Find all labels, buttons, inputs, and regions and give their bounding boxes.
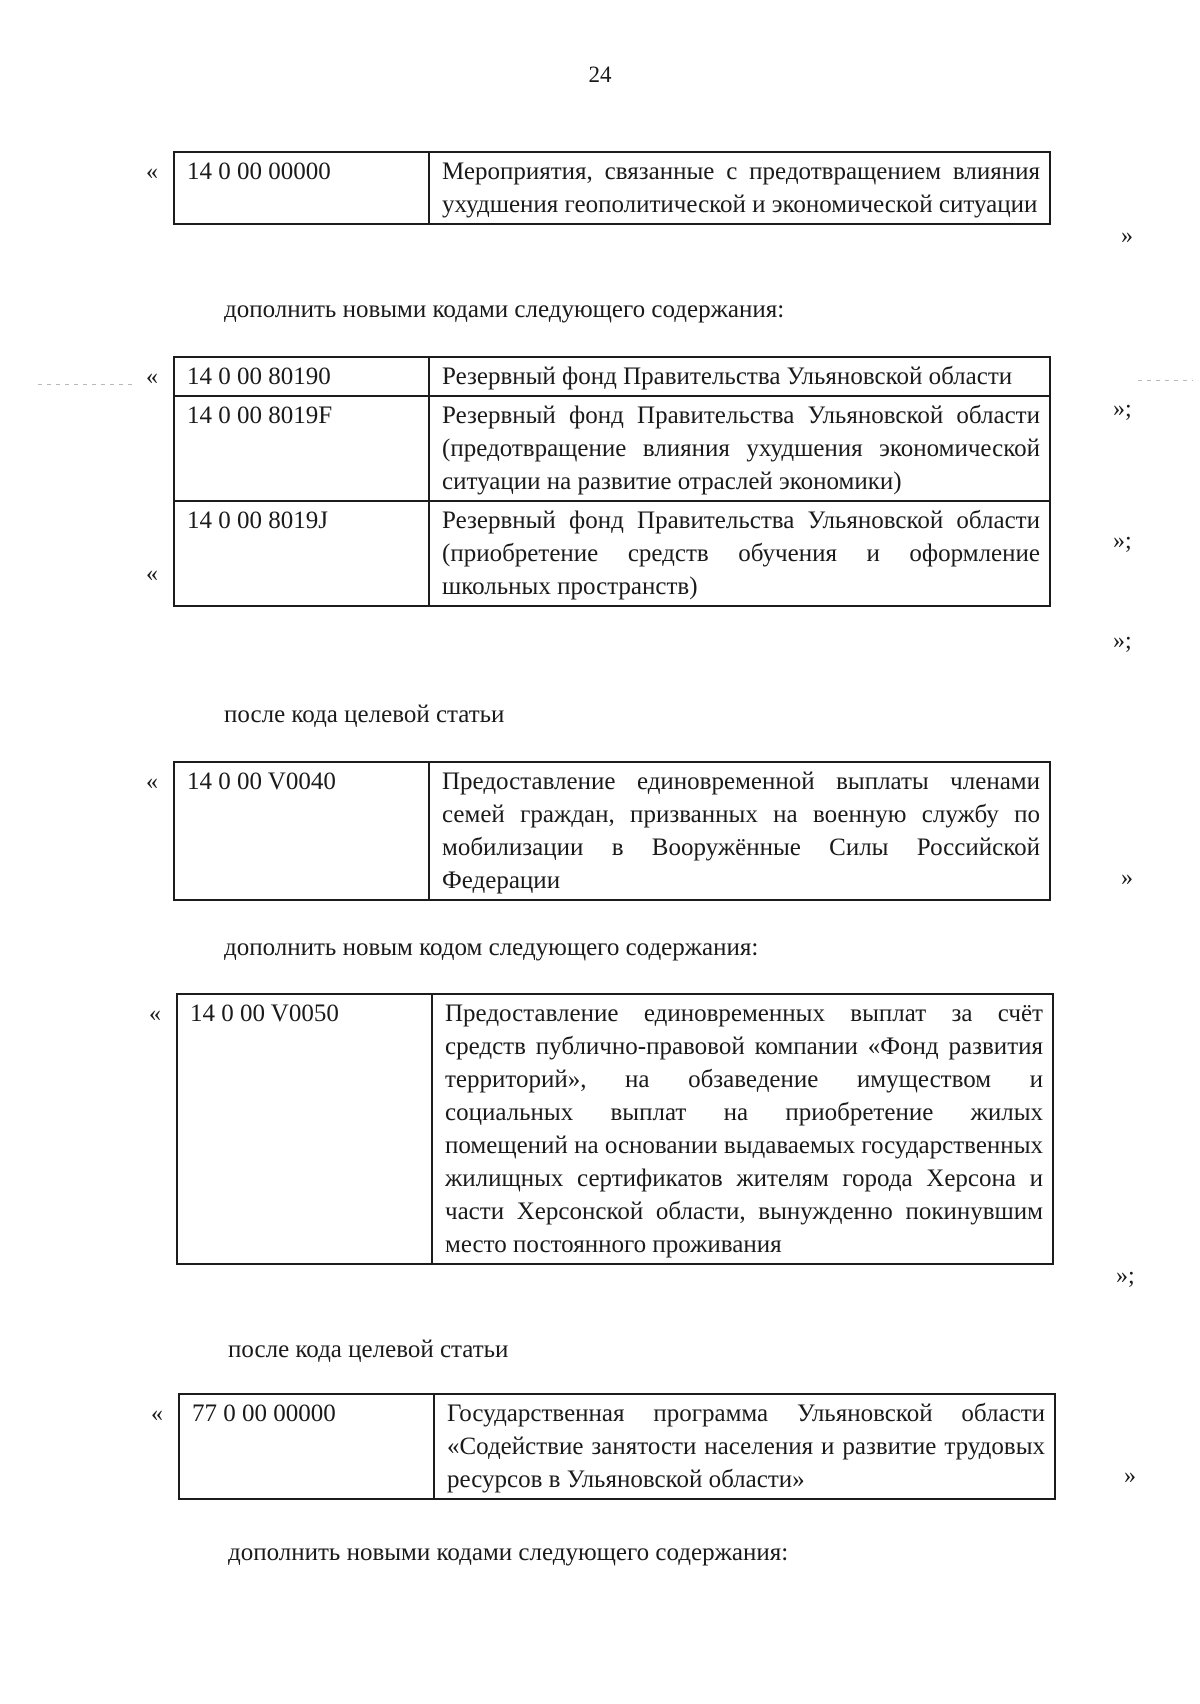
description-cell: Предоставление единовременных выплат за счёт средств публично-правовой компании «Фонд развития территорий», на обзаведение имуществом и социальных выплат на приобретение жилых помещений на основании выдаваемых государственных жилищных сертификатов жителям города Херсона и части Херсонской области, вынужденно покинувшим место постоянного проживания bbox=[432, 994, 1053, 1264]
closing-quote: »; bbox=[1113, 628, 1132, 654]
table-row bbox=[179, 1394, 1055, 1499]
description-cell: Предоставление единовременной выплаты членами семей граждан, призванных на военную службу по мобилизации в Вооружённые Силы Российской Федерации bbox=[429, 762, 1050, 900]
code-cell: 14 0 00 80190 bbox=[174, 357, 429, 396]
description-cell: Резервный фонд Правительства Ульяновской области (приобретение средств обучения и оформление школьных пространств) bbox=[429, 501, 1050, 606]
opening-quote: « bbox=[149, 1001, 161, 1027]
code-table-block-4 bbox=[149, 993, 1135, 1289]
opening-quote: « bbox=[151, 1401, 163, 1427]
code-table bbox=[173, 761, 1051, 901]
description-cell: Резервный фонд Правительства Ульяновской области bbox=[429, 357, 1050, 396]
page-number: 24 bbox=[588, 62, 612, 87]
description-cell: Резервный фонд Правительства Ульяновской области (предотвращение влияния ухудшения экономической ситуации на развитие отраслей экономики) bbox=[429, 396, 1050, 501]
scan-artifact bbox=[1138, 380, 1193, 381]
code-cell: 14 0 00 8019F bbox=[174, 396, 429, 501]
closing-quote: » bbox=[1121, 223, 1133, 249]
code-table bbox=[176, 993, 1054, 1265]
closing-quote: » bbox=[1121, 865, 1133, 891]
table-row bbox=[174, 152, 1050, 224]
instruction-paragraph: дополнить новым кодом следующего содержания: bbox=[224, 934, 759, 961]
table-row bbox=[174, 762, 1050, 900]
code-table bbox=[178, 1393, 1056, 1500]
table-row bbox=[174, 357, 1050, 396]
closing-quote: »; bbox=[1116, 1263, 1135, 1289]
code-cell: 77 0 00 00000 bbox=[179, 1394, 434, 1499]
description-cell: Мероприятия, связанные с предотвращением влияния ухудшения геополитической и экономической ситуации bbox=[429, 152, 1050, 224]
code-table bbox=[173, 356, 1051, 607]
instruction-paragraph: дополнить новыми кодами следующего содержания: bbox=[224, 296, 785, 323]
table-row bbox=[174, 501, 1050, 606]
code-table-block-5 bbox=[151, 1393, 1136, 1500]
opening-quote: « bbox=[146, 159, 158, 185]
table-row bbox=[174, 396, 1050, 501]
opening-quote: « bbox=[146, 769, 158, 795]
opening-quote: « bbox=[146, 364, 158, 390]
closing-quote: »; bbox=[1113, 528, 1132, 554]
closing-quote: »; bbox=[1113, 396, 1132, 422]
instruction-paragraph: после кода целевой статьи bbox=[228, 1336, 509, 1363]
code-cell: 14 0 00 00000 bbox=[174, 152, 429, 224]
code-table-block-2 bbox=[146, 356, 1132, 654]
code-cell: 14 0 00 V0050 bbox=[177, 994, 432, 1264]
code-table-block-1 bbox=[146, 151, 1133, 249]
instruction-paragraph: дополнить новыми кодами следующего содержания: bbox=[228, 1539, 789, 1566]
code-cell: 14 0 00 8019J bbox=[174, 501, 429, 606]
scan-artifact bbox=[38, 384, 133, 385]
table-row bbox=[177, 994, 1053, 1264]
description-cell: Государственная программа Ульяновской области «Содействие занятости населения и развитие трудовых ресурсов в Ульяновской области» bbox=[434, 1394, 1055, 1499]
code-table-block-3 bbox=[146, 761, 1133, 901]
instruction-paragraph: после кода целевой статьи bbox=[224, 701, 505, 728]
code-table bbox=[173, 151, 1051, 225]
closing-quote: » bbox=[1124, 1463, 1136, 1489]
code-cell: 14 0 00 V0040 bbox=[174, 762, 429, 900]
opening-quote: « bbox=[146, 561, 158, 587]
